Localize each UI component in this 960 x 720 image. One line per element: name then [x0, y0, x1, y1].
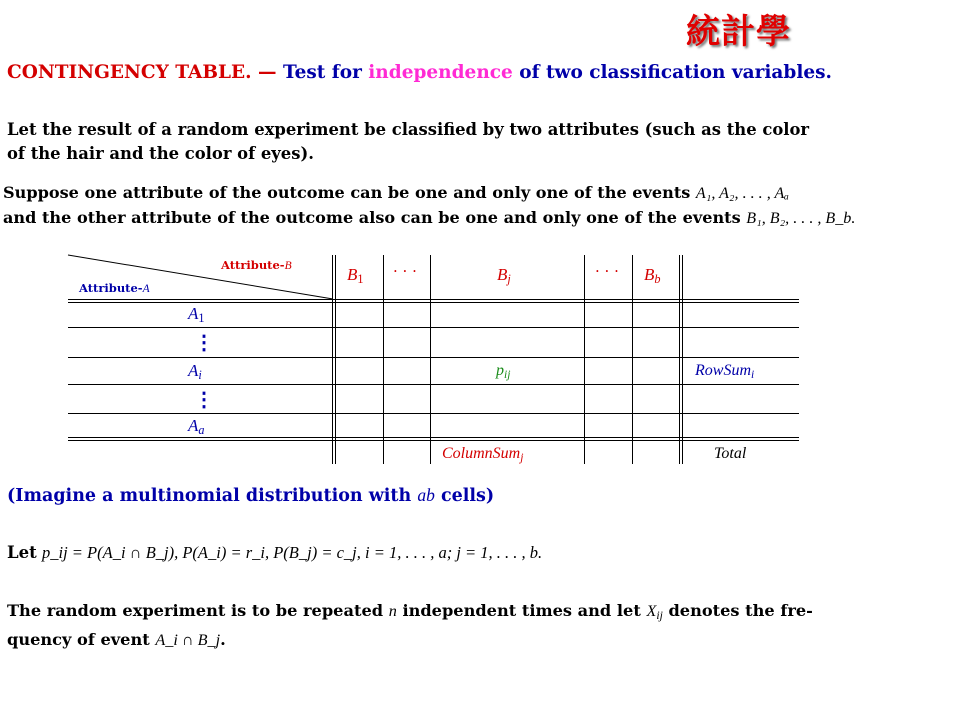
paragraph-1-line-2: of the hair and the color of eyes).: [7, 144, 314, 163]
cell-total: Total: [714, 445, 747, 462]
paragraph-2-line-2-text: and the other attribute of the outcome also can be one and only one of the events: [3, 208, 741, 227]
let-line: [7, 543, 542, 563]
row-label-ai: $A_i$: [188, 361, 202, 383]
table-vrule: [679, 255, 680, 464]
table-bottom-rule: [68, 437, 799, 438]
table-row-rule: [68, 327, 799, 328]
final-line-2-end: .: [220, 629, 226, 649]
cell-column-sum: ColumnSum$_j$: [442, 445, 524, 464]
final-line-2-a: quency of event: [7, 629, 150, 649]
table-header-rule: [68, 299, 799, 300]
final-line-1-n: n: [388, 602, 397, 620]
row-label-a1: $A_1$: [188, 304, 205, 326]
row-label-vdots-2: ⋮: [194, 387, 214, 411]
corner-attribute-a-text: Attribute-: [79, 281, 143, 295]
table-row-rule: [68, 384, 799, 385]
table-vrule: [332, 255, 333, 464]
paragraph-1-line-1: Let the result of a random experiment be classified by two attributes (such as the color: [7, 120, 810, 139]
corner-attribute-b-var: B: [284, 260, 292, 272]
table-row-rule: [68, 413, 799, 414]
col-header-bb: $B_b$: [644, 265, 661, 287]
corner-attribute-b-text: Attribute-: [221, 258, 285, 272]
corner-attribute-a: [79, 281, 150, 295]
let-word: Let: [7, 543, 37, 562]
cell-pij: $p_{ij}$: [496, 362, 511, 381]
final-line-2-math: A_i ∩ B_j: [155, 630, 221, 649]
col-header-dots-1: · · ·: [393, 262, 417, 280]
table-row-rule: [68, 357, 799, 358]
final-line-1-c: denotes the fre-: [668, 601, 813, 620]
col-header-bj: $B_j$: [497, 265, 511, 287]
imagine-text-before: (Imagine a multinomial distribution with: [7, 486, 412, 506]
headline-contingency: CONTINGENCY TABLE. —: [7, 62, 277, 83]
table-vrule: [430, 255, 431, 464]
imagine-line: [7, 485, 494, 506]
table-vrule: [383, 255, 384, 464]
table-vrule: [632, 255, 633, 464]
imagine-math: ab: [417, 485, 435, 505]
let-formula: p_ij = P(A_i ∩ B_j), P(A_i) = r_i, P(B_j) = c_j, i = 1, . . . , a; j = 1, . . . , b.: [41, 543, 543, 562]
cell-row-sum: RowSum$_i$: [695, 362, 755, 381]
final-paragraph-line-1: [7, 599, 813, 628]
imagine-text-after: cells): [440, 486, 495, 506]
row-label-vdots-1: ⋮: [194, 330, 214, 354]
headline-rest: of two classification variables.: [519, 62, 832, 83]
paragraph-2-line-2-math: B₁, B₂, . . . , B_b.: [746, 210, 856, 227]
corner-attribute-a-var: A: [142, 283, 150, 295]
table-header-rule-2: [68, 302, 799, 303]
headline-test-for: Test for: [282, 62, 362, 83]
corner-attribute-b: [221, 258, 292, 272]
final-paragraph: [7, 599, 813, 652]
table-vrule: [584, 255, 585, 464]
table-vrule: [682, 255, 683, 464]
final-line-1-x: $X_{ij}$: [646, 602, 663, 622]
table-bottom-rule-2: [68, 440, 799, 441]
final-line-1-a: The random experiment is to be repeated: [7, 601, 384, 620]
col-header-dots-2: · · ·: [595, 262, 619, 280]
col-header-b1: $B_1$: [347, 265, 364, 287]
table-vrule: [335, 255, 336, 464]
paragraph-2-line-1-math: A₁, A₂, . . . , Aₐ: [695, 185, 790, 202]
paragraph-2-line-1-text: Suppose one attribute of the outcome can be one and only one of the events: [3, 183, 691, 202]
final-paragraph-line-2: [7, 628, 813, 652]
slide-title: 統計學: [686, 12, 791, 52]
row-label-aa: $A_a$: [188, 416, 205, 438]
final-line-1-b: independent times and let: [402, 601, 641, 620]
headline-independence: independence: [368, 62, 513, 83]
